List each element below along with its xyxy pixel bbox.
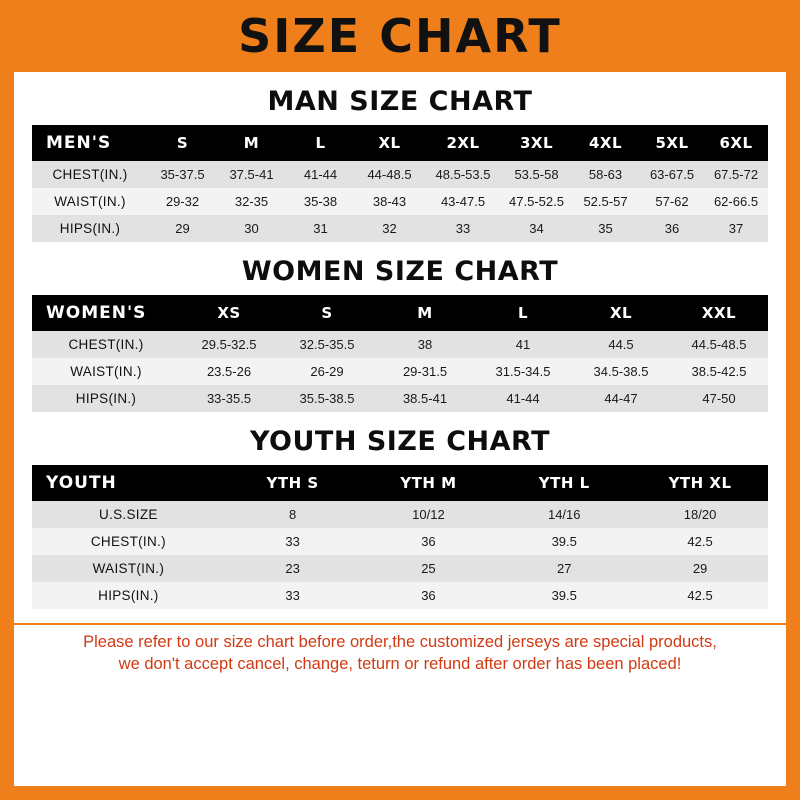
women-cell: 38.5-42.5 [670, 358, 768, 385]
men-cell: 53.5-58 [502, 161, 571, 188]
women-header-cell: WOMEN'S [32, 295, 180, 331]
table-row [32, 528, 768, 555]
men-cell: 37 [704, 215, 768, 242]
table-row [32, 501, 768, 528]
youth-header-row [32, 465, 768, 501]
women-row-label: WAIST(IN.) [32, 358, 180, 385]
women-header-cell: S [278, 295, 376, 331]
men-header-cell: S [148, 125, 217, 161]
page-title: SIZE CHART [238, 9, 562, 63]
men-section-title: MAN SIZE CHART [267, 86, 533, 117]
youth-cell: 42.5 [632, 528, 768, 555]
men-cell: 36 [640, 215, 704, 242]
youth-row-label: HIPS(IN.) [32, 582, 225, 609]
men-cell: 35-37.5 [148, 161, 217, 188]
men-row-label: CHEST(IN.) [32, 161, 148, 188]
men-header-cell: 2XL [424, 125, 502, 161]
table-row [32, 215, 768, 242]
women-cell: 34.5-38.5 [572, 358, 670, 385]
men-cell: 38-43 [355, 188, 424, 215]
footer-note-line-1: Please refer to our size chart before order,the customized jerseys are special products, [83, 633, 717, 651]
youth-section-title: YOUTH SIZE CHART [249, 426, 551, 457]
men-header-cell: 3XL [502, 125, 571, 161]
women-cell: 41-44 [474, 385, 572, 412]
youth-size-table [32, 465, 768, 609]
women-cell: 29-31.5 [376, 358, 474, 385]
women-cell: 47-50 [670, 385, 768, 412]
youth-cell: 14/16 [496, 501, 632, 528]
men-header-cell: MEN'S [32, 125, 148, 161]
men-cell: 52.5-57 [571, 188, 640, 215]
men-section [14, 86, 786, 242]
youth-section [14, 426, 786, 609]
youth-cell: 8 [225, 501, 361, 528]
men-header-cell: 6XL [704, 125, 768, 161]
youth-cell: 27 [496, 555, 632, 582]
women-section [14, 256, 786, 412]
men-cell: 48.5-53.5 [424, 161, 502, 188]
men-cell: 35 [571, 215, 640, 242]
footer-note [14, 623, 786, 676]
women-cell: 44.5-48.5 [670, 331, 768, 358]
youth-row-label: CHEST(IN.) [32, 528, 225, 555]
youth-cell: 39.5 [496, 528, 632, 555]
youth-cell: 33 [225, 582, 361, 609]
women-size-table [32, 295, 768, 412]
table-row [32, 331, 768, 358]
women-cell: 29.5-32.5 [180, 331, 278, 358]
youth-header-cell: YTH S [225, 465, 361, 501]
table-row [32, 188, 768, 215]
men-cell: 33 [424, 215, 502, 242]
youth-header-cell: YTH XL [632, 465, 768, 501]
men-cell: 31 [286, 215, 355, 242]
women-cell: 38.5-41 [376, 385, 474, 412]
men-cell: 30 [217, 215, 286, 242]
women-cell: 41 [474, 331, 572, 358]
women-cell: 26-29 [278, 358, 376, 385]
table-row [32, 555, 768, 582]
men-header-cell: 5XL [640, 125, 704, 161]
men-row-label: WAIST(IN.) [32, 188, 148, 215]
men-cell: 35-38 [286, 188, 355, 215]
header-band [0, 0, 800, 72]
youth-row-label: WAIST(IN.) [32, 555, 225, 582]
youth-cell: 42.5 [632, 582, 768, 609]
men-cell: 29-32 [148, 188, 217, 215]
women-header-cell: M [376, 295, 474, 331]
men-cell: 41-44 [286, 161, 355, 188]
men-header-cell: M [217, 125, 286, 161]
youth-row-label: U.S.SIZE [32, 501, 225, 528]
table-row [32, 161, 768, 188]
youth-cell: 23 [225, 555, 361, 582]
men-cell: 47.5-52.5 [502, 188, 571, 215]
women-cell: 35.5-38.5 [278, 385, 376, 412]
men-row-label: HIPS(IN.) [32, 215, 148, 242]
men-header-cell: 4XL [571, 125, 640, 161]
women-row-label: CHEST(IN.) [32, 331, 180, 358]
table-row [32, 385, 768, 412]
youth-cell: 36 [361, 528, 497, 555]
women-cell: 33-35.5 [180, 385, 278, 412]
women-cell: 38 [376, 331, 474, 358]
table-row [32, 582, 768, 609]
youth-cell: 36 [361, 582, 497, 609]
youth-cell: 39.5 [496, 582, 632, 609]
women-cell: 44-47 [572, 385, 670, 412]
men-cell: 43-47.5 [424, 188, 502, 215]
men-cell: 32-35 [217, 188, 286, 215]
men-cell: 32 [355, 215, 424, 242]
bottom-accent-band [14, 786, 786, 800]
men-cell: 57-62 [640, 188, 704, 215]
women-cell: 32.5-35.5 [278, 331, 376, 358]
women-header-cell: XS [180, 295, 278, 331]
men-cell: 63-67.5 [640, 161, 704, 188]
women-cell: 31.5-34.5 [474, 358, 572, 385]
women-header-cell: XL [572, 295, 670, 331]
footer-note-line-2: we don't accept cancel, change, teturn or refund after order has been placed! [118, 655, 682, 674]
table-row [32, 358, 768, 385]
men-size-table [32, 125, 768, 242]
men-cell: 34 [502, 215, 571, 242]
women-row-label: HIPS(IN.) [32, 385, 180, 412]
women-cell: 23.5-26 [180, 358, 278, 385]
youth-header-cell: YTH M [361, 465, 497, 501]
youth-header-cell: YOUTH [32, 465, 225, 501]
women-header-cell: L [474, 295, 572, 331]
women-header-cell: XXL [670, 295, 768, 331]
men-header-row [32, 125, 768, 161]
youth-cell: 10/12 [361, 501, 497, 528]
men-cell: 44-48.5 [355, 161, 424, 188]
youth-cell: 29 [632, 555, 768, 582]
men-cell: 37.5-41 [217, 161, 286, 188]
youth-cell: 18/20 [632, 501, 768, 528]
women-section-title: WOMEN SIZE CHART [241, 256, 559, 287]
men-header-cell: L [286, 125, 355, 161]
youth-header-cell: YTH L [496, 465, 632, 501]
women-cell: 44.5 [572, 331, 670, 358]
men-cell: 58-63 [571, 161, 640, 188]
youth-cell: 25 [361, 555, 497, 582]
men-cell: 62-66.5 [704, 188, 768, 215]
men-cell: 29 [148, 215, 217, 242]
men-cell: 67.5-72 [704, 161, 768, 188]
men-header-cell: XL [355, 125, 424, 161]
women-header-row [32, 295, 768, 331]
youth-cell: 33 [225, 528, 361, 555]
